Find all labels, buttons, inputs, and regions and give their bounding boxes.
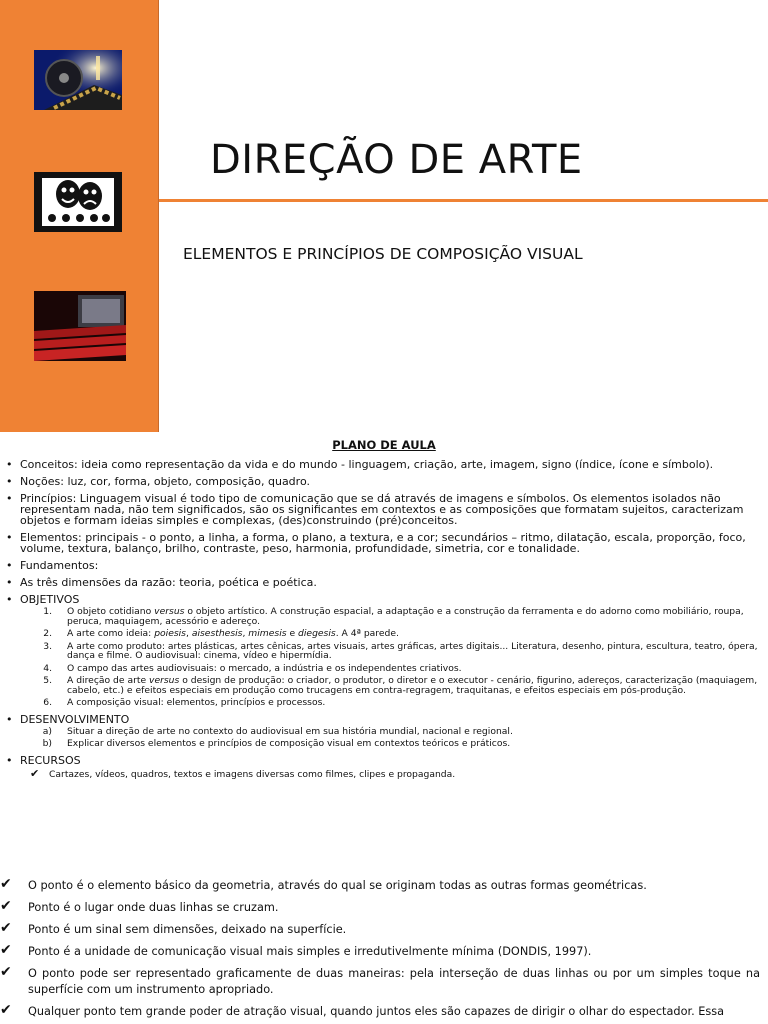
item-text: A composição visual: elementos, princípios e processos. <box>67 697 326 708</box>
item-text: Situar a direção de arte no contexto do audiovisual em sua história mundial, nacional e regional. <box>67 725 513 737</box>
list-item: • Elementos: principais - o ponto, a linha, a forma, o plano, a textura, e a cor; secundários – ritmo, dilatação, escala, proporção, foco, volume, textura, balanço, brilho, contraste, peso, harmonia, profundidade, simetria, cor e tonalidade. <box>6 532 762 554</box>
desenvolvimento-list <box>20 727 762 749</box>
recursos-label: RECURSOS <box>20 753 81 767</box>
item-text: O objeto cotidiano versus o objeto artístico. A construção espacial, a adaptação e a construção da ferramenta e do adorno como mobiliário, roupa, peruca, maquiagem, acessório e adereço. <box>67 606 744 627</box>
item-text: Ponto é a unidade de comunicação visual mais simples e irredutivelmente mínima (DONDIS, 1997). <box>28 945 592 958</box>
lettered-item <box>20 739 762 749</box>
check-icon: ✔ <box>0 898 12 914</box>
item-number: 3. <box>43 640 52 652</box>
check-list-item <box>0 966 760 998</box>
item-text: O ponto pode ser representado graficamente de duas maneiras: pela interseção de duas linhas ou por um simples toque na superfície com um instrumento apropriado. <box>28 967 760 996</box>
recursos-list <box>20 766 762 780</box>
numbered-item <box>20 642 762 661</box>
item-text: O ponto é o elemento básico da geometria, através do qual se originam todas as outras formas geométricas. <box>28 879 647 892</box>
item-text: Explicar diversos elementos e princípios de composição visual em contextos teóricos e práticos. <box>67 738 511 749</box>
desenvolvimento-label: DESENVOLVIMENTO <box>20 712 130 726</box>
check-icon: ✔ <box>0 942 12 958</box>
item-text: A arte como ideia: poiesis, aisesthesis, mimesis e diegesis. A 4ª parede. <box>67 628 399 639</box>
check-list-item <box>0 922 760 938</box>
check-icon: ✔ <box>0 964 12 980</box>
section-heading: PLANO DE AULA <box>332 438 436 452</box>
lesson-plan-slide <box>0 432 768 842</box>
item-letter: b) <box>42 738 52 749</box>
title-slide <box>0 0 768 432</box>
list-item: • Noções: luz, cor, forma, objeto, composição, quadro. <box>6 476 762 487</box>
numbered-item <box>20 698 762 708</box>
numbered-item <box>20 664 762 674</box>
check-icon: ✔ <box>30 766 40 780</box>
check-icon: ✔ <box>0 1002 12 1018</box>
item-number: 6. <box>43 697 52 708</box>
item-text: A arte como produto: artes plásticas, artes cênicas, artes visuais, artes gráficas, artes digitais... Literatura, desenho, pintura, escultura, teatro, ópera, dança e filme. O audiovisual: cinema, vídeo e hipermídia. <box>67 640 758 661</box>
item-text: Qualquer ponto tem grande poder de atração visual, quando juntos eles são capazes de dirigir o olhar do espectador. Essa <box>28 1005 725 1018</box>
page-title: DIREÇÃO DE ARTE <box>210 137 583 183</box>
numbered-item <box>20 676 762 695</box>
theater-masks-icon <box>34 172 122 232</box>
item-number: 1. <box>43 606 52 617</box>
item-text: O campo das artes audiovisuais: o mercado, a indústria e os independentes criativos. <box>67 662 462 674</box>
check-icon: ✔ <box>0 876 12 892</box>
ponto-slide <box>0 866 768 1024</box>
item-text: Ponto é o lugar onde duas linhas se cruzam. <box>28 901 279 914</box>
objetivos-list <box>20 607 762 708</box>
check-list-item <box>0 900 760 916</box>
subtitle: ELEMENTOS E PRINCÍPIOS DE COMPOSIÇÃO VISUAL <box>183 245 583 263</box>
check-list-item <box>0 1004 760 1020</box>
check-list-item <box>20 766 762 780</box>
check-list-item <box>0 878 760 894</box>
list-item: • Princípios: Linguagem visual é todo tipo de comunicação que se dá através de imagens e símbolos. Os elementos isolados não representam nada, não tem significados, são os significantes em contextos e as composições que formatam sujeitos, caracterizam objetos e formam ideias simples e complexas, (des)construindo (pré)conceitos. <box>6 493 762 526</box>
list-item-desenvolvimento <box>6 714 762 749</box>
check-list-item <box>0 944 760 960</box>
item-text: Ponto é um sinal sem dimensões, deixado na superfície. <box>28 923 347 936</box>
numbered-item <box>20 629 762 639</box>
item-text: A direção de arte versus o design de produção: o criador, o produtor, o diretor e o executor - cenário, figurino, adereços, caracterização (maquiagem, cabelo, etc.) e efeitos especiais em produção como trucagens em contra-regragem, traquitanas, e efeitos especiais em pós-produção. <box>67 675 758 696</box>
list-item: • As três dimensões da razão: teoria, poética e poética. <box>6 577 762 588</box>
objetivos-label: OBJETIVOS <box>20 593 80 606</box>
list-item: • Conceitos: ideia como representação da vida e do mundo - linguagem, criação, arte, imagem, signo (índice, ícone e símbolo). <box>6 459 762 470</box>
item-number: 4. <box>43 662 52 674</box>
item-letter: a) <box>42 725 52 737</box>
lesson-plan-list <box>6 459 762 786</box>
title-divider <box>159 199 768 202</box>
item-number: 5. <box>43 675 52 686</box>
check-icon: ✔ <box>0 920 12 936</box>
list-item-objetivos <box>6 594 762 708</box>
film-reel-photo <box>34 50 122 110</box>
list-item-recursos <box>6 755 762 780</box>
cinema-seats-photo <box>34 291 126 361</box>
numbered-item <box>20 607 762 626</box>
list-item: • Fundamentos: <box>6 560 762 571</box>
item-text: Cartazes, vídeos, quadros, textos e imagens diversas como filmes, clipes e propaganda. <box>49 768 456 780</box>
lettered-item <box>20 727 762 737</box>
orange-sidebar-panel <box>0 0 159 432</box>
item-number: 2. <box>43 628 52 639</box>
